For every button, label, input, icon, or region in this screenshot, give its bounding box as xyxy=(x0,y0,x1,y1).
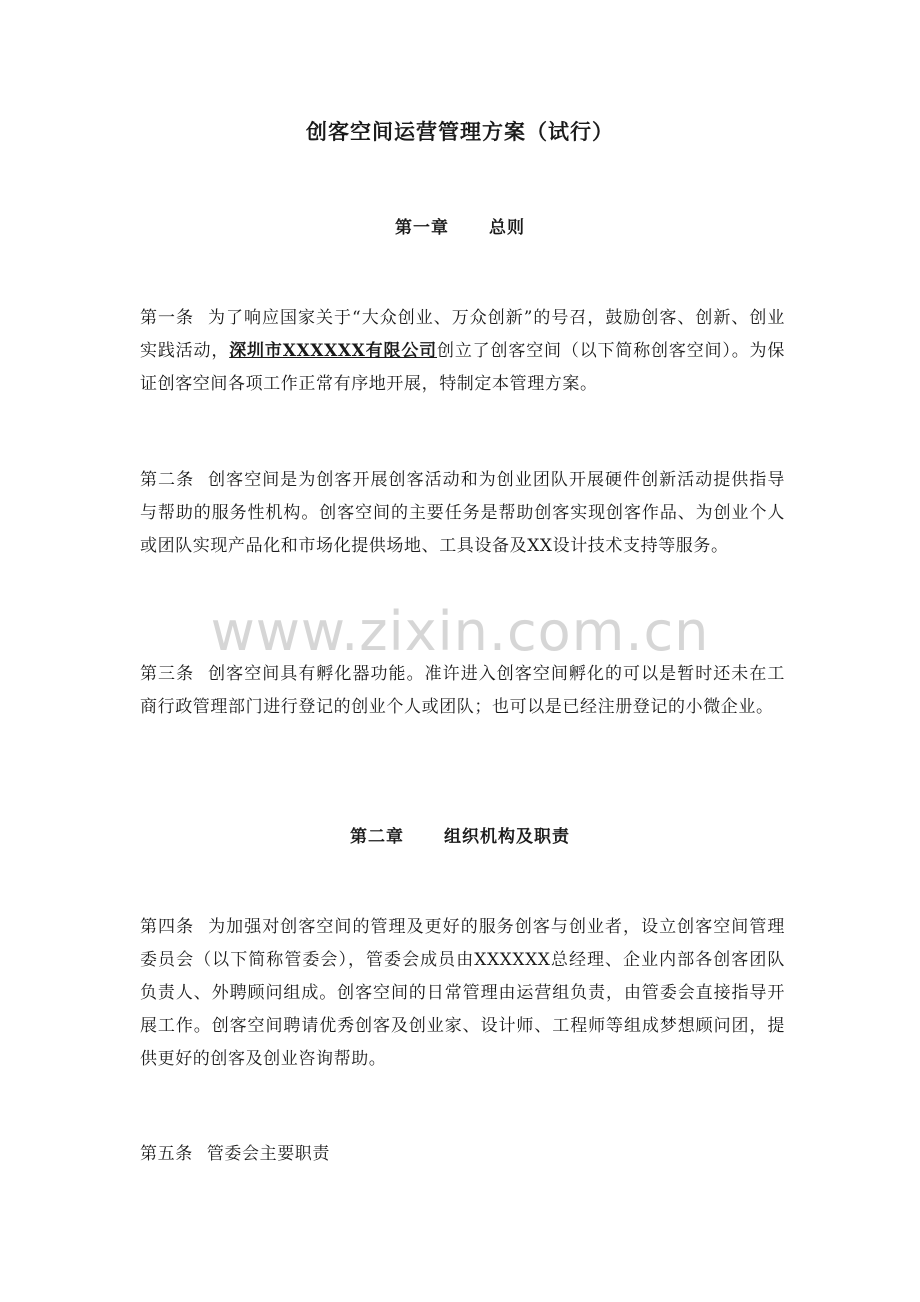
article-4 xyxy=(140,911,785,1076)
article-5-label: 第五条 xyxy=(140,1144,193,1164)
article-3-text: 创客空间具有孵化器功能。准许进入创客空间孵化的可以是暂时还未在工商行政管理部门进行登记的创业个人或团队；也可以是已经注册登记的小微企业。 xyxy=(140,664,785,717)
article-1-text-before: 为了响应国家关于“大众创业、万众创新”的号召，鼓励创客、创新、创业实践活动， xyxy=(140,308,785,361)
article-1-text-after: 创立了创客空间（以下简称创客空间）。为保证创客空间各项工作正常有序地开展，特制定本管理方案。 xyxy=(140,341,785,394)
chapter-1-label: 第一章 xyxy=(395,218,449,238)
watermark: www.zixin.com.cn xyxy=(210,600,710,663)
article-2 xyxy=(140,464,785,563)
chapter-2-label: 第二章 xyxy=(350,827,404,847)
chapter-1-heading xyxy=(0,213,920,238)
article-2-label: 第二条 xyxy=(140,470,195,490)
chapter-1-name: 总则 xyxy=(489,218,525,238)
article-4-label: 第四条 xyxy=(140,917,195,937)
article-1-label: 第一条 xyxy=(140,308,194,328)
article-4-text: 为加强对创客空间的管理及更好的服务创客与创业者，设立创客空间管理委员会（以下简称管委会），管委会成员由XXXXXX总经理、企业内部各创客团队负责人、外聘顾问组成。创客空间的日常管理由运营组负责，由管委会直接指导开展工作。创客空间聘请优秀创客及创业家、设计师、工程师等组成梦想顾问团，提供更好的创客及创业咨询帮助。 xyxy=(140,917,785,1069)
article-1 xyxy=(140,302,785,401)
article-2-text: 创客空间是为创客开展创客活动和为创业团队开展硬件创新活动提供指导与帮助的服务性机构。创客空间的主要任务是帮助创客实现创客作品、为创业个人或团队实现产品化和市场化提供场地、工具设备及XX设计技术支持等服务。 xyxy=(140,470,785,556)
company-name: 深圳市XXXXXX有限公司 xyxy=(229,341,438,361)
document-title: 创客空间运营管理方案（试行） xyxy=(306,119,614,144)
chapter-2-heading xyxy=(0,822,920,847)
article-3 xyxy=(140,658,785,724)
chapter-2-name: 组织机构及职责 xyxy=(444,827,570,847)
article-3-label: 第三条 xyxy=(140,664,195,684)
article-5-text: 管委会主要职责 xyxy=(206,1144,331,1164)
article-5 xyxy=(140,1138,785,1171)
